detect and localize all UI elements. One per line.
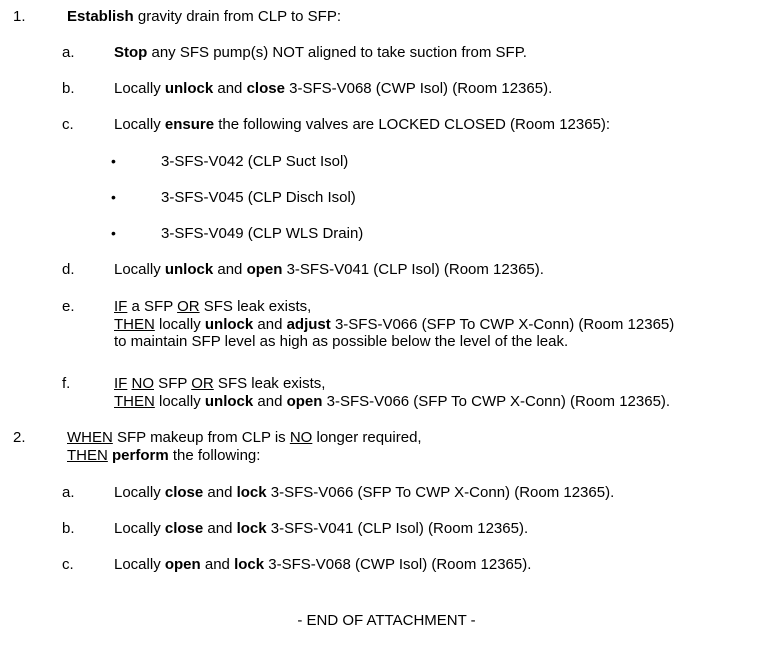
- step-text-line: [161, 189, 356, 207]
- text-run: and: [253, 315, 287, 333]
- text-run: SFS leak exists,: [213, 375, 326, 392]
- text-run: IF: [114, 298, 128, 315]
- text-run: close: [164, 520, 204, 537]
- step-text-line: [114, 44, 527, 62]
- text-run: 3-SFS-V041 (CLP Isol) (Room 12365).: [266, 520, 529, 537]
- list-marker: b.: [62, 80, 75, 97]
- step-text-line: [114, 393, 670, 411]
- step-text-line: [114, 375, 670, 393]
- step-text: [114, 375, 670, 410]
- text-run: a SFP: [127, 298, 178, 315]
- list-marker: b.: [62, 520, 75, 537]
- step-text-line: [114, 316, 674, 334]
- text-run: locally: [154, 315, 205, 333]
- list-marker: f.: [62, 375, 71, 392]
- text-run: Establish: [67, 8, 134, 25]
- text-run: 3-SFS-V068 (CWP Isol) (Room 12365).: [264, 556, 532, 573]
- step-text-line: [67, 447, 422, 465]
- step-text: [161, 225, 363, 243]
- list-marker: 1.: [13, 8, 26, 25]
- text-run: unlock: [164, 80, 214, 97]
- bullet-icon: •: [111, 153, 116, 169]
- step-text: [114, 484, 614, 502]
- text-run: 3-SFS-V041 (CLP Isol) (Room 12365).: [282, 261, 544, 278]
- bullet-icon: •: [111, 189, 116, 205]
- text-run: and: [213, 261, 247, 278]
- text-run: lock: [234, 556, 265, 573]
- text-run: OR: [177, 298, 200, 315]
- list-marker: e.: [62, 298, 75, 315]
- step-text-line: [114, 484, 614, 502]
- text-run: Locally: [114, 484, 165, 501]
- text-run: SFP: [154, 375, 192, 392]
- text-run: open: [246, 261, 283, 278]
- text-run: lock: [236, 484, 267, 501]
- text-run: and: [203, 484, 237, 501]
- text-run: SFP makeup from CLP is: [112, 429, 290, 446]
- step-text: [114, 298, 674, 351]
- text-run: 3-SFS-V066 (SFP To CWP X-Conn) (Room 12365): [330, 315, 675, 333]
- list-marker: a.: [62, 484, 75, 501]
- step-text-line: [114, 116, 610, 134]
- text-run: THEN: [114, 392, 155, 410]
- text-run: SFS leak exists,: [199, 298, 312, 315]
- step-text: [114, 261, 544, 279]
- step-text: [161, 189, 356, 207]
- text-run: 3-SFS-V066 (SFP To CWP X-Conn) (Room 12365).: [266, 484, 615, 501]
- text-run: any SFS pump(s) NOT aligned to take suction from SFP.: [147, 44, 527, 61]
- step-text-line: [67, 8, 341, 26]
- step-text-line: [114, 261, 544, 279]
- text-run: THEN: [67, 446, 108, 464]
- list-marker: 2.: [13, 429, 26, 446]
- text-run: and: [203, 520, 237, 537]
- text-run: unlock: [164, 261, 214, 278]
- text-run: lock: [236, 520, 267, 537]
- step-text: [114, 520, 528, 538]
- text-run: Locally: [114, 116, 165, 133]
- text-run: Locally: [114, 80, 165, 97]
- step-text-line: [114, 80, 552, 98]
- text-run: open: [286, 392, 323, 410]
- text-run: 3-SFS-V066 (SFP To CWP X-Conn) (Room 12365).: [322, 392, 671, 410]
- step-text: [114, 556, 531, 574]
- text-run: Locally: [114, 556, 165, 573]
- step-text-line: [114, 298, 674, 316]
- text-run: NO: [289, 429, 313, 446]
- text-run: open: [164, 556, 201, 573]
- text-run: and: [213, 80, 247, 97]
- text-run: the following:: [168, 446, 261, 464]
- text-run: gravity drain from CLP to SFP:: [133, 8, 341, 25]
- list-marker: c.: [62, 116, 74, 133]
- list-marker: c.: [62, 556, 74, 573]
- text-run: Locally: [114, 261, 165, 278]
- text-run: close: [246, 80, 285, 97]
- text-run: OR: [191, 375, 214, 392]
- step-text-line: [114, 520, 528, 538]
- bullet-icon: •: [111, 225, 116, 241]
- step-text-line: [161, 153, 348, 171]
- step-text: [161, 153, 348, 171]
- end-of-attachment-note: - END OF ATTACHMENT -: [297, 612, 476, 629]
- text-run: 3-SFS-V045 (CLP Disch Isol): [161, 189, 356, 206]
- text-run: unlock: [204, 315, 254, 333]
- text-run: 3-SFS-V049 (CLP WLS Drain): [161, 225, 364, 242]
- text-run: THEN: [114, 315, 155, 333]
- text-run: unlock: [204, 392, 254, 410]
- step-text: [67, 8, 341, 26]
- step-text-line: [67, 429, 422, 447]
- step-text-line: [114, 333, 674, 351]
- text-run: IF: [114, 375, 128, 392]
- text-run: ensure: [164, 116, 215, 133]
- list-marker: a.: [62, 44, 75, 61]
- text-run: locally: [154, 392, 205, 410]
- step-text: [67, 429, 422, 464]
- text-run: 3-SFS-V042 (CLP Suct Isol): [161, 153, 349, 170]
- text-run: 3-SFS-V068 (CWP Isol) (Room 12365).: [284, 80, 553, 97]
- text-run: to maintain SFP level as high as possible below the level of the leak.: [114, 333, 569, 350]
- step-text: [114, 80, 552, 98]
- text-run: NO: [131, 375, 155, 392]
- text-run: Stop: [114, 44, 148, 61]
- text-run: perform: [112, 446, 169, 464]
- list-marker: d.: [62, 261, 75, 278]
- text-run: and: [200, 556, 235, 573]
- step-text: [114, 44, 527, 62]
- text-run: the following valves are LOCKED CLOSED (Room 12365):: [214, 116, 611, 133]
- step-text-line: [161, 225, 363, 243]
- text-run: close: [164, 484, 204, 501]
- text-run: and: [253, 392, 287, 410]
- text-run: Locally: [114, 520, 165, 537]
- text-run: adjust: [286, 315, 331, 333]
- text-run: longer required,: [312, 429, 422, 446]
- step-text-line: [114, 556, 531, 574]
- step-text: [114, 116, 610, 134]
- text-run: WHEN: [67, 429, 113, 446]
